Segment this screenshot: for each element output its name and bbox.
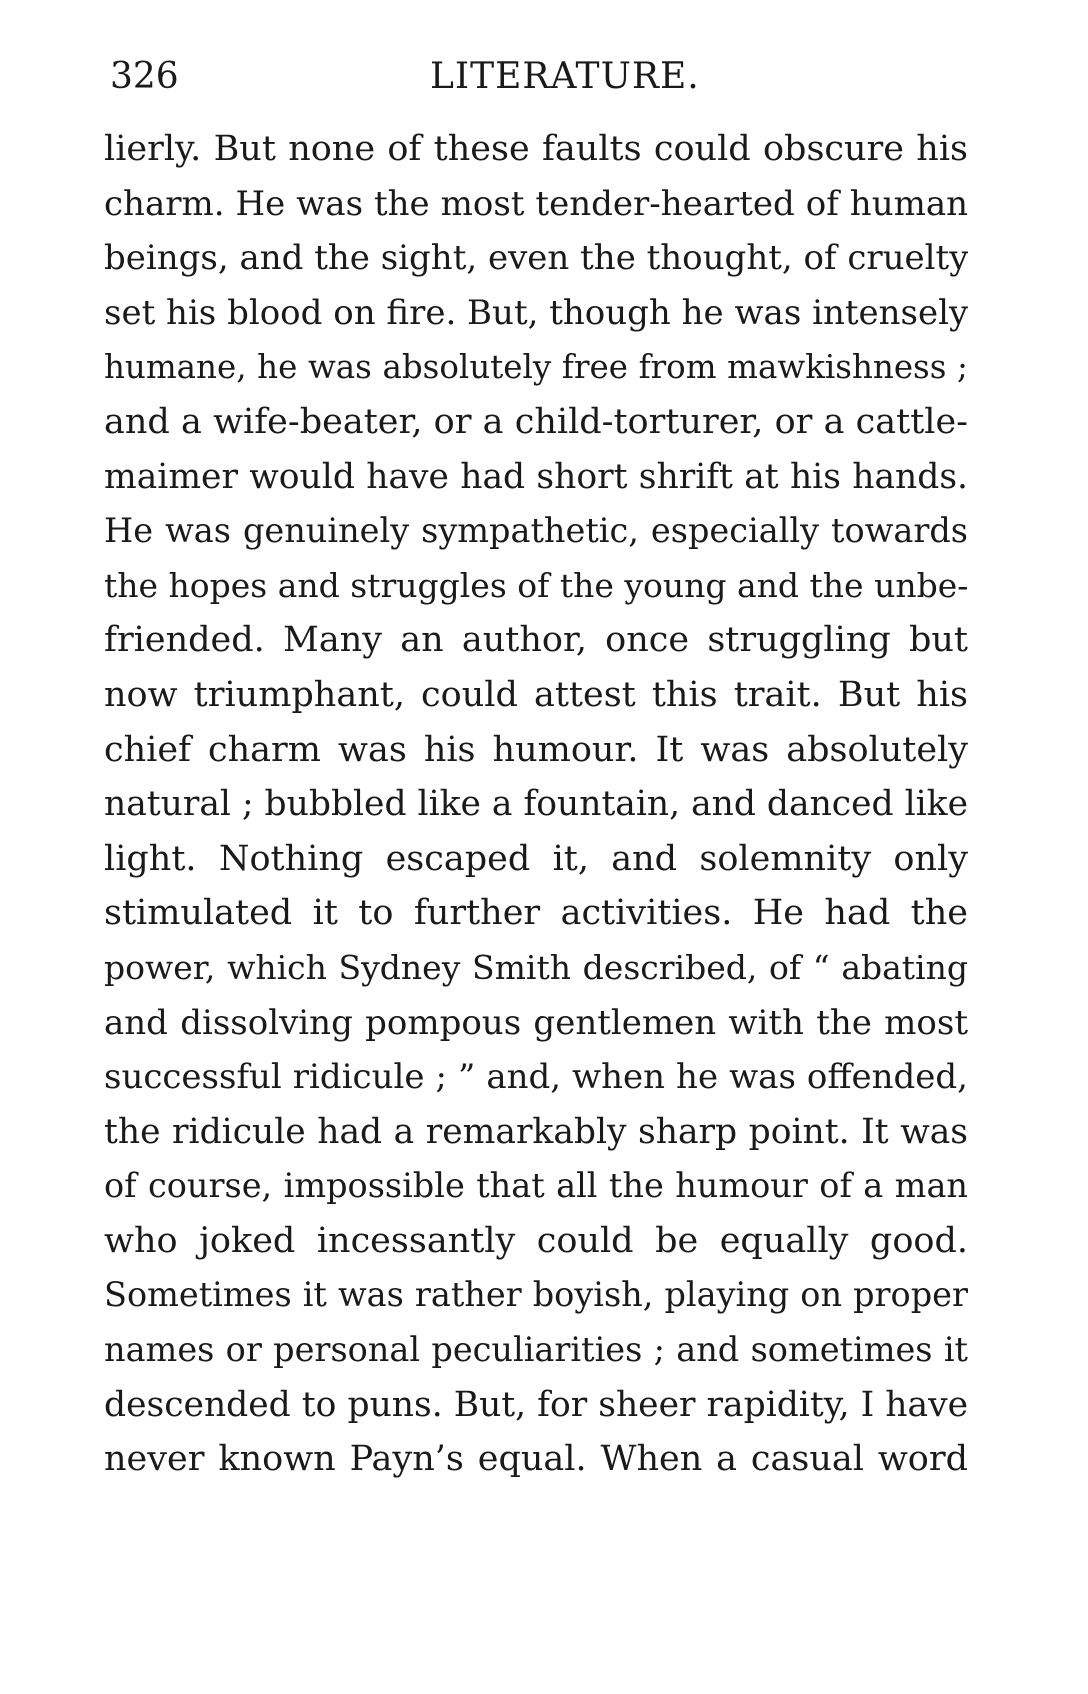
text-line: of course, impossible that all the humour of a man bbox=[104, 1166, 968, 1206]
text-line: friended. Many an author, once struggling but bbox=[104, 620, 968, 661]
page-number: 326 bbox=[110, 56, 179, 97]
text-line: the ridicule had a remarkably sharp point. It was bbox=[104, 1111, 968, 1152]
text-line: charm. He was the most tender-hearted of human bbox=[104, 183, 968, 224]
text-line: humane, he was absolutely free from mawkishness ; bbox=[104, 348, 968, 387]
text-line: names or personal peculiarities ; and sometimes it bbox=[104, 1330, 968, 1370]
text-line: chief charm was his humour. It was absolutely bbox=[104, 729, 968, 770]
text-line: light. Nothing escaped it, and solemnity only bbox=[104, 838, 968, 879]
text-line: stimulated it to further activities. He had the bbox=[104, 893, 968, 934]
text-line: set his blood on fire. But, though he was intensely bbox=[104, 292, 968, 333]
text-line: the hopes and struggles of the young and the unbe- bbox=[104, 565, 968, 605]
text-line: now triumphant, could attest this trait. But his bbox=[104, 674, 968, 715]
text-line: maimer would have had short shrift at his hands. bbox=[104, 456, 968, 497]
text-line: Sometimes it was rather boyish, playing on proper bbox=[104, 1275, 968, 1315]
text-line: beings, and the sight, even the thought, of cruelty bbox=[104, 238, 968, 279]
text-line: He was genuinely sympathetic, especially towards bbox=[104, 511, 968, 551]
text-line: successful ridicule ; ” and, when he was offended, bbox=[104, 1057, 968, 1098]
text-line: and a wife-beater, or a child-torturer, or a cattle- bbox=[104, 401, 968, 442]
text-line: descended to puns. But, for sheer rapidity, I have bbox=[104, 1384, 968, 1425]
running-title: LITERATURE. bbox=[430, 56, 700, 97]
text-line: natural ; bubbled like a fountain, and danced like bbox=[104, 784, 968, 825]
text-line: and dissolving pompous gentlemen with the most bbox=[104, 1002, 968, 1043]
running-head bbox=[110, 52, 950, 102]
body-text bbox=[104, 122, 968, 1487]
text-line: who joked incessantly could be equally good. bbox=[104, 1220, 968, 1261]
text-line: never known Payn’s equal. When a casual word bbox=[104, 1439, 968, 1480]
text-line: lierly. But none of these faults could obscure his bbox=[104, 129, 968, 169]
text-line: power, which Sydney Smith described, of “ abating bbox=[104, 947, 968, 987]
